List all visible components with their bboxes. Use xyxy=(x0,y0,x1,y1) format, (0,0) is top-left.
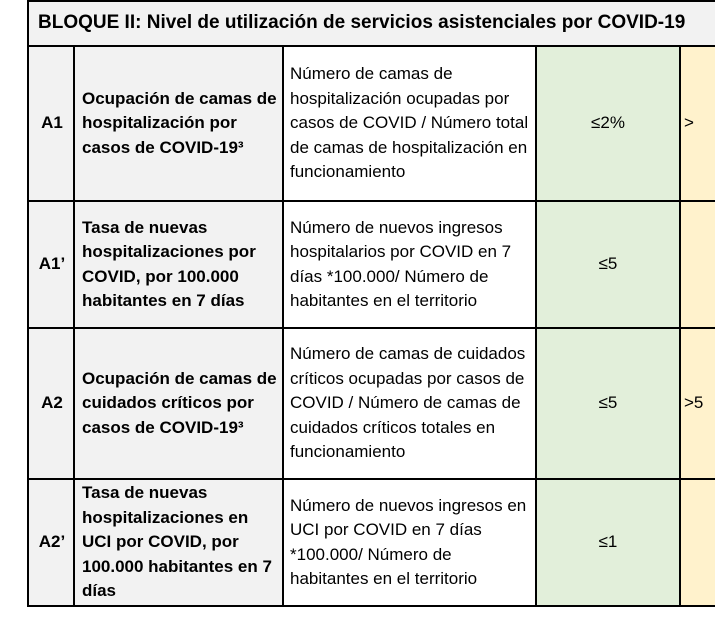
threshold-low-risk xyxy=(680,479,715,606)
indicator-name: Ocupación de camas de cuidados críticos por casos de COVID-19³ xyxy=(74,328,283,479)
threshold-low-risk: > xyxy=(680,46,715,201)
indicator-definition: Número de camas de hospitalización ocupadas por casos de COVID / Número total de camas de hospitalización en funcionamiento xyxy=(283,46,536,201)
indicator-code: A2’ xyxy=(28,479,74,606)
indicator-table xyxy=(27,0,715,607)
indicator-code: A2 xyxy=(28,328,74,479)
indicator-name: Tasa de nuevas hospitalizaciones en UCI por COVID, por 100.000 habitantes en 7 días xyxy=(74,479,283,606)
table-row xyxy=(28,479,715,606)
indicator-name: Ocupación de camas de hospitalización por casos de COVID-19³ xyxy=(74,46,283,201)
threshold-new-normal: ≤1 xyxy=(536,479,680,606)
indicator-code: A1 xyxy=(28,46,74,201)
table-header-row xyxy=(28,1,715,46)
threshold-new-normal: ≤5 xyxy=(536,201,680,328)
threshold-new-normal: ≤2% xyxy=(536,46,680,201)
indicator-code: A1’ xyxy=(28,201,74,328)
indicator-definition: Número de nuevos ingresos en UCI por COVID en 7 días *100.000/ Número de habitantes en el territorio xyxy=(283,479,536,606)
indicator-definition: Número de camas de cuidados críticos ocupadas por casos de COVID / Número de camas de cuidados críticos totales en funcionamiento xyxy=(283,328,536,479)
table-row xyxy=(28,46,715,201)
indicator-name: Tasa de nuevas hospitalizaciones por COVID, por 100.000 habitantes en 7 días xyxy=(74,201,283,328)
threshold-new-normal: ≤5 xyxy=(536,328,680,479)
block-title: BLOQUE II: Nivel de utilización de servicios asistenciales por COVID-19 xyxy=(28,1,715,46)
indicator-table-sheet xyxy=(27,0,715,607)
threshold-low-risk: >5 xyxy=(680,328,715,479)
table-row xyxy=(28,201,715,328)
threshold-low-risk xyxy=(680,201,715,328)
table-row xyxy=(28,328,715,479)
indicator-definition: Número de nuevos ingresos hospitalarios por COVID en 7 días *100.000/ Número de habitantes en el territorio xyxy=(283,201,536,328)
